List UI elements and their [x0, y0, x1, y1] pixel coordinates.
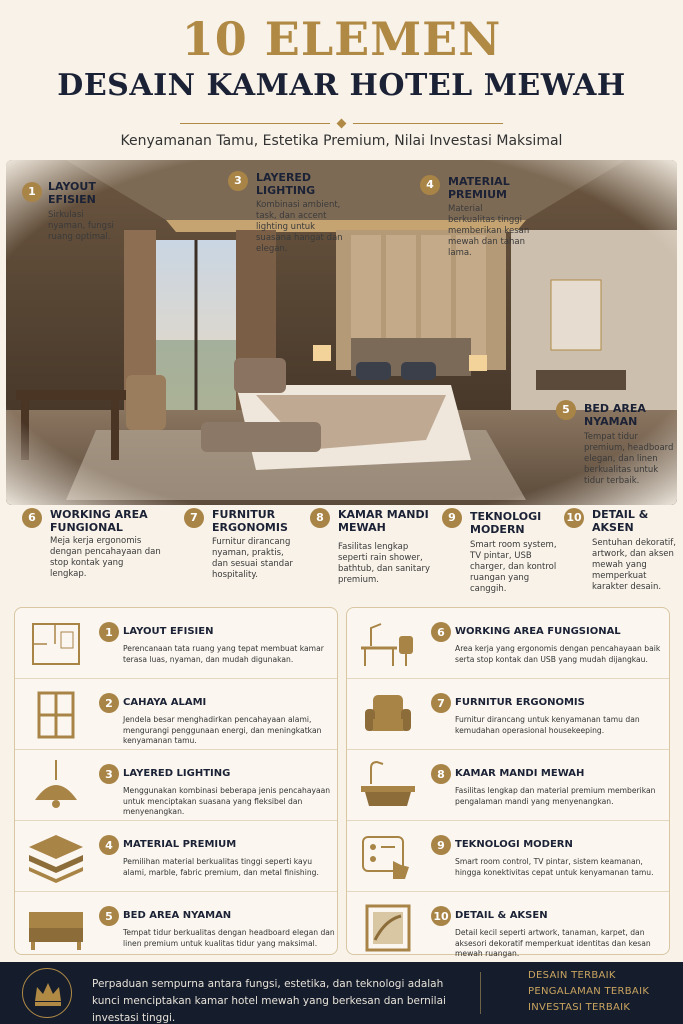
- callout-9-title: TEKNOLOGI MODERN: [470, 510, 542, 536]
- number-badge: 10: [564, 508, 584, 528]
- list-item: [347, 679, 669, 750]
- callout-1-desc: Sirkulasi nyaman, fungsi ruang optimal.: [48, 210, 114, 242]
- bathtub-icon: [357, 760, 419, 812]
- desk-icon: [357, 618, 419, 670]
- footer-tag: DESAIN TERBAIK: [528, 970, 616, 981]
- list-item: [15, 892, 337, 963]
- callout-4-title: MATERIAL PREMIUM: [448, 175, 510, 201]
- item-desc: Perencanaan tata ruang yang tepat membuat kamar terasa luas, nyaman, dan mudah digunakan.: [123, 644, 324, 664]
- callout-4-desc: Material berkualitas tinggi memberikan kesan mewah dan tahan lama.: [448, 204, 530, 258]
- item-desc: Tempat tidur berkualitas dengan headboard elegan dan linen premium untuk kualitas tidur yang maksimal.: [123, 928, 335, 948]
- item-desc: Smart room control, TV pintar, sistem keamanan, hingga konektivitas cepat untuk kenyamanan tamu.: [455, 857, 654, 877]
- item-desc: Jendela besar menghadirkan pencahayaan alami, mengurangi penggunaan energi, dan meningkatkan kenyamanan tamu.: [123, 715, 322, 745]
- callout-6-desc: Meja kerja ergonomis dengan pencahayaan dan stop kontak yang lengkap.: [50, 536, 161, 579]
- callout-10: [564, 506, 584, 528]
- list-item: [15, 750, 337, 821]
- list-item: [15, 821, 337, 892]
- callout-7-title: FURNITUR ERGONOMIS: [212, 508, 288, 534]
- item-title: TEKNOLOGI MODERN: [455, 839, 573, 850]
- list-item: [15, 608, 337, 679]
- callout-3-desc: Kombinasi ambient, task, dan accent lighting untuk suasana hangat dan elegan.: [256, 200, 343, 254]
- number-badge: 1: [99, 622, 119, 642]
- number-badge: 2: [99, 693, 119, 713]
- number-badge: 9: [442, 508, 462, 528]
- list-item: [347, 821, 669, 892]
- elements-list-left: [14, 607, 338, 955]
- item-desc: Area kerja yang ergonomis dengan pencahayaan baik serta stop kontak dan USB yang mudah dijangkau.: [455, 644, 661, 664]
- callout-9: [442, 506, 462, 528]
- title-line-1: 10 ELEMEN: [181, 12, 502, 66]
- number-badge: 5: [556, 400, 576, 420]
- callout-7-desc: Furnitur dirancang nyaman, praktis, dan sesuai standar hospitality.: [212, 537, 293, 580]
- callout-1-title: LAYOUT EFISIEN: [48, 180, 96, 206]
- number-badge: 7: [431, 693, 451, 713]
- callout-9-desc: Smart room system, TV pintar, USB charger, dan kontrol ruangan yang canggih.: [470, 540, 557, 594]
- item-desc: Furnitur dirancang untuk kenyamanan tamu dan kemudahan operasional housekeeping.: [455, 715, 640, 735]
- callout-6-title: WORKING AREA FUNGIONAL: [50, 508, 148, 534]
- bed-icon: [25, 902, 87, 954]
- item-title: FURNITUR ERGONOMIS: [455, 697, 585, 708]
- callout-5-desc: Tempat tidur premium, headboard elegan, dan linen berkualitas untuk tidur terbaik.: [584, 432, 674, 486]
- pendant-lamp-icon: [25, 760, 87, 812]
- smart-control-icon: [357, 831, 419, 883]
- list-item: [347, 608, 669, 679]
- callout-8: [310, 506, 330, 528]
- title-line-2: DESAIN KAMAR HOTEL MEWAH: [57, 68, 626, 103]
- number-badge: 5: [99, 906, 119, 926]
- item-title: DETAIL & AKSEN: [455, 910, 548, 921]
- item-title: CAHAYA ALAMI: [123, 697, 207, 708]
- callout-10-title: DETAIL & AKSEN: [592, 508, 649, 534]
- material-layers-icon: [25, 831, 87, 883]
- callout-8-title: KAMAR MANDI MEWAH: [338, 508, 429, 534]
- callout-8-desc: Fasilitas lengkap seperti rain shower, bathtub, dan sanitary premium.: [338, 542, 430, 585]
- number-badge: 7: [184, 508, 204, 528]
- footer: [0, 962, 683, 1024]
- item-desc: Fasilitas lengkap dan material premium memberikan pengalaman mandi yang menyenangkan.: [455, 786, 656, 806]
- number-badge: 6: [22, 508, 42, 528]
- floor-plan-icon: [25, 618, 87, 670]
- item-title: BED AREA NYAMAN: [123, 910, 232, 921]
- number-badge: 3: [99, 764, 119, 784]
- elements-list-right: [346, 607, 670, 958]
- number-badge: 1: [22, 182, 42, 202]
- item-title: LAYOUT EFISIEN: [123, 626, 214, 637]
- callout-5-title: BED AREA NYAMAN: [584, 402, 646, 428]
- number-badge: 8: [431, 764, 451, 784]
- number-badge: 6: [431, 622, 451, 642]
- callout-10-desc: Sentuhan dekoratif, artwork, dan aksen mewah yang memperkuat karakter desain.: [592, 538, 676, 592]
- subtitle: Kenyamanan Tamu, Estetika Premium, Nilai Investasi Maksimal: [120, 133, 563, 149]
- diamond-icon: [337, 119, 347, 129]
- callout-3: [228, 169, 248, 191]
- number-badge: 4: [420, 175, 440, 195]
- callout-1: [22, 180, 42, 202]
- item-desc: Menggunakan kombinasi beberapa jenis pencahayaan untuk menciptakan suasana yang fleksibel dan menyenangkan.: [123, 786, 331, 816]
- number-badge: 3: [228, 171, 248, 191]
- list-item: [15, 679, 337, 750]
- callout-4: [420, 173, 440, 195]
- window-icon: [25, 689, 87, 741]
- item-title: WORKING AREA FUNGSIONAL: [455, 626, 621, 637]
- item-desc: Pemilihan material berkualitas tinggi seperti kayu alami, marble, fabric premium, dan metal finishing.: [123, 857, 319, 877]
- item-title: LAYERED LIGHTING: [123, 768, 231, 779]
- number-badge: 9: [431, 835, 451, 855]
- footer-text: Perpaduan sempurna antara fungsi, estetika, dan teknologi adalah kunci menciptakan kamar hotel mewah yang berkesan dan bernilai investasi tinggi.: [92, 978, 446, 1024]
- callout-3-title: LAYERED LIGHTING: [256, 171, 316, 197]
- number-badge: 10: [431, 906, 451, 926]
- decorative-divider: [180, 120, 503, 128]
- footer-divider: [480, 972, 481, 1014]
- header: [0, 0, 683, 160]
- crown-icon: [22, 968, 72, 1018]
- callout-6: [22, 506, 42, 528]
- callout-7: [184, 506, 204, 528]
- item-desc: Detail kecil seperti artwork, tanaman, karpet, dan aksesori dekoratif memperkuat identitas dan kesan mewah ruangan.: [455, 928, 651, 958]
- artwork-icon: [357, 902, 419, 954]
- footer-tag: INVESTASI TERBAIK: [528, 1002, 631, 1013]
- number-badge: 8: [310, 508, 330, 528]
- number-badge: 4: [99, 835, 119, 855]
- footer-tag: PENGALAMAN TERBAIK: [528, 986, 650, 997]
- list-item: [347, 750, 669, 821]
- item-title: MATERIAL PREMIUM: [123, 839, 237, 850]
- item-title: KAMAR MANDI MEWAH: [455, 768, 585, 779]
- armchair-icon: [357, 689, 419, 741]
- list-item: [347, 892, 669, 963]
- callout-5: [556, 398, 576, 420]
